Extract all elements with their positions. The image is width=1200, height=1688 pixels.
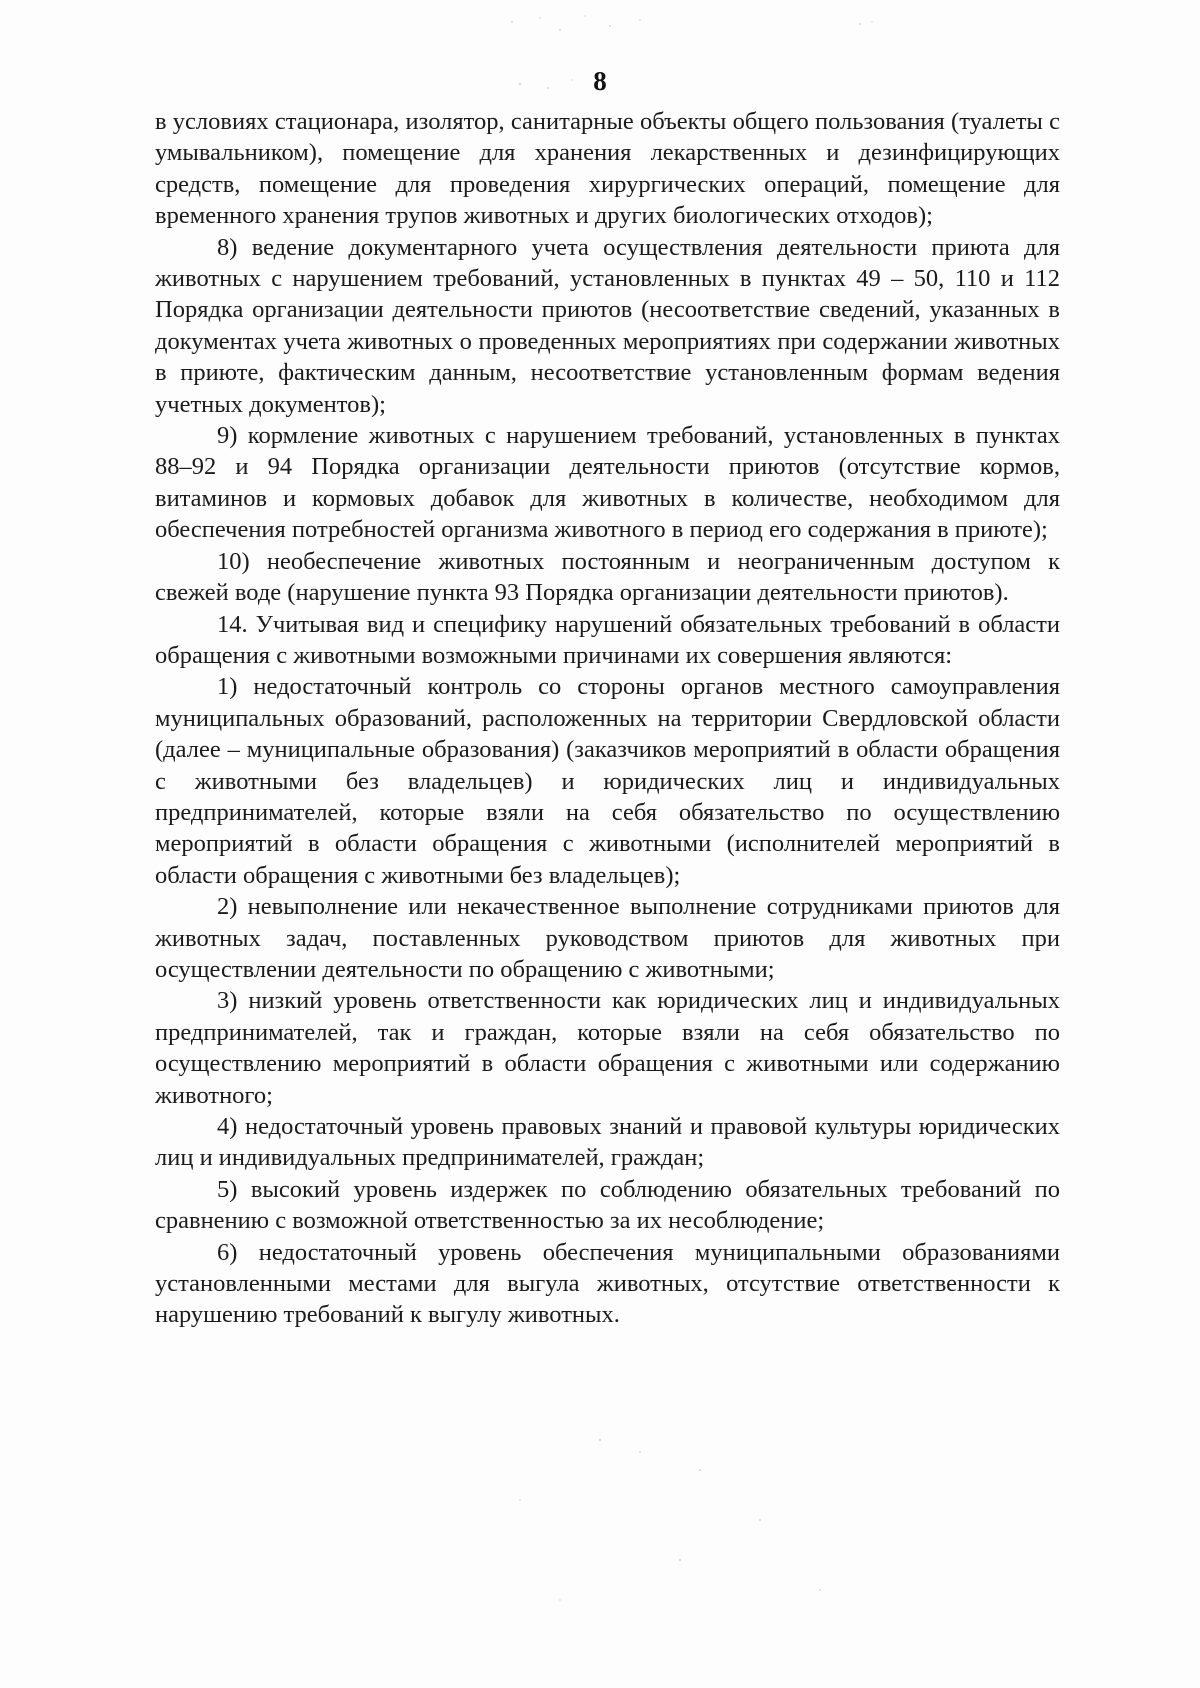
document-body: [155, 106, 1060, 1331]
paragraph-continuation: в условиях стационара, изолятор, санитарные объекты общего пользования (туалеты с умывальником), помещение для хранения лекарственных и дезинфицирующих средств, помещение для проведения хирургических операций, помещение для временного хранения трупов животных и других биологических отходов);: [155, 108, 1060, 230]
paragraph-item-10: 10) необеспечение животных постоянным и неограниченным доступом к свежей воде (нарушение пункта 93 Порядка организации деятельности приютов).: [155, 547, 1060, 607]
paragraph-cause-6: 6) недостаточный уровень обеспечения муниципальными образованиями установленными местами для выгула животных, отсутствие ответственности к нарушению требований к выгулу животных.: [155, 1238, 1060, 1329]
paragraph-item-8: 8) ведение документарного учета осуществления деятельности приюта для животных с нарушением требований, установленных в пунктах 49 – 50, 110 и 112 Порядка организации деятельности приютов (несоответствие сведений, указанных в документах учета животных о проведенных мероприятиях при содержании животных в приюте, фактическим данным, несоответствие установленным формам ведения учетных документов);: [155, 233, 1060, 418]
paragraph-cause-5: 5) высокий уровень издержек по соблюдению обязательных требований по сравнению с возможной ответственностью за их несоблюдение;: [155, 1175, 1060, 1235]
paragraph-cause-1: 1) недостаточный контроль со стороны органов местного самоуправления муниципальных образований, расположенных на территории Свердловской области (далее – муниципальные образования) (заказчиков мероприятий в области обращения с животными без владельцев) и юридических лиц и индивидуальных предпринимателей, которые взяли на себя обязательство по осуществлению мероприятий в области обращения с животными (исполнителей мероприятий в области обращения с животными без владельцев);: [155, 673, 1060, 889]
paragraph-section-14: 14. Учитывая вид и специфику нарушений обязательных требований в области обращения с животными возможными причинами их совершения являются:: [155, 610, 1060, 669]
paragraph-cause-2: 2) невыполнение или некачественное выполнение сотрудниками приютов для животных задач, поставленных руководством приютов для животных при осуществлении деятельности по обращению с животными;: [155, 893, 1060, 983]
page-number: 8: [593, 66, 607, 96]
paragraph-item-9: 9) кормление животных с нарушением требований, установленных в пунктах 88–92 и 94 Порядка организации деятельности приютов (отсутствие кормов, витаминов и кормовых добавок для животных в количестве, необходимом для обеспечения потребностей организма животного в период его содержания в приюте);: [155, 422, 1060, 544]
paragraph-cause-4: 4) недостаточный уровень правовых знаний и правовой культуры юридических лиц и индивидуальных предпринимателей, граждан;: [155, 1113, 1060, 1172]
paragraph-cause-3: 3) низкий уровень ответственности как юридических лиц и индивидуальных предпринимателей, так и граждан, которые взяли на себя обязательство по осуществлению мероприятий в области обращения с животными или содержанию животного;: [155, 987, 1060, 1109]
